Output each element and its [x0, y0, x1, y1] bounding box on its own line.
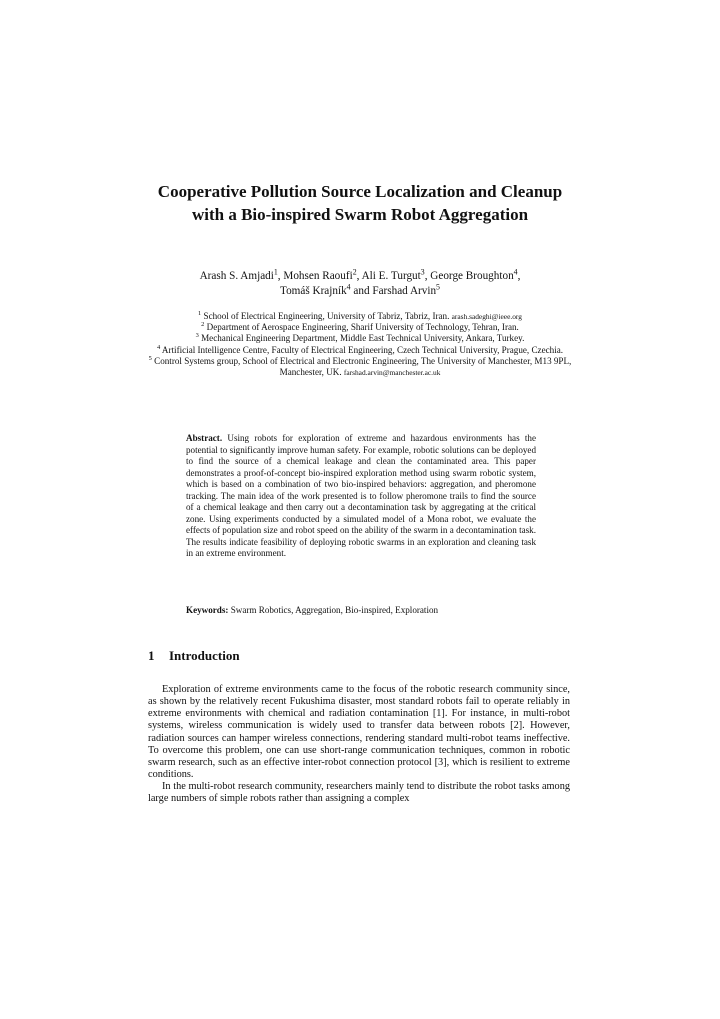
author-mark: 1	[273, 267, 278, 277]
author-separator: and	[350, 285, 373, 297]
author-mark: 5	[436, 282, 440, 292]
section-heading	[148, 648, 240, 664]
section-number: 1	[148, 648, 155, 663]
affiliation-text: Department of Aerospace Engineering, Sharif University of Technology, Tehran, Iran.	[204, 322, 519, 333]
author-separator: ,	[424, 270, 431, 282]
title-line-2: with a Bio-inspired Swarm Robot Aggregation	[191, 205, 529, 224]
affiliation-mark: 2	[201, 321, 205, 329]
affiliation-text: Mechanical Engineering Department, Middle East Technical University, Ankara, Turkey.	[198, 333, 525, 344]
section-body	[148, 684, 570, 806]
author-mark: 3	[420, 267, 425, 277]
affiliation-5	[140, 356, 580, 378]
author: Ali E. Turgut	[361, 270, 421, 282]
author: Tomáš Krajník	[280, 285, 347, 297]
affiliation-mark: 3	[195, 332, 199, 340]
affiliation-email: arash.sadeghi@ieee.org	[451, 312, 522, 321]
section-title: Introduction	[169, 648, 240, 663]
keywords-label: Keywords:	[186, 605, 229, 615]
author-mark: 4	[346, 282, 351, 292]
author: George Broughton	[430, 270, 514, 282]
affiliation-list	[140, 311, 580, 378]
keywords	[186, 605, 536, 617]
author: Mohsen Raoufi	[283, 270, 353, 282]
author-mark: 4	[513, 267, 518, 277]
title-line-1: Cooperative Pollution Source Localization and Cleanup	[157, 182, 563, 201]
affiliation-text: Artificial Intelligence Centre, Faculty of Electrical Engineering, Czech Technical University, Prague, Czechia.	[160, 344, 564, 355]
author-separator: ,	[517, 270, 521, 282]
affiliation-mark: 5	[148, 354, 152, 362]
affiliation-text: School of Electrical Engineering, University of Tabriz, Tabriz, Iran.	[201, 311, 452, 321]
affiliation-1	[140, 311, 580, 322]
author-mark: 2	[352, 267, 357, 277]
affiliation-text: Control Systems group, School of Electrical and Electronic Engineering, The University of Manchester, M13 9PL, Manchester, UK.	[151, 355, 572, 378]
author: Arash S. Amjadi	[199, 270, 274, 282]
affiliation-2	[140, 322, 580, 333]
affiliation-4	[140, 345, 580, 356]
body-paragraph-1: Exploration of extreme environments came to the focus of the robotic research community since, as shown by the relatively recent Fukushima disaster, most standard robots fail to operate reliably in extreme environments with chemical and radiation contamination [1]. For instance, in multi-robot systems, wireless communication is widely used to transfer data between robots [2]. However, radiation sources can hamper wireless connections, rendering standard multi-robot teams ineffective. To overcome this problem, one can use short-range communication techniques, common in robotic swarm research, such as an effective inter-robot connection protocol [3], which is resilient to extreme conditions.	[148, 684, 570, 781]
affiliation-3	[140, 333, 580, 344]
abstract-text: Using robots for exploration of extreme and hazardous environments has the potential to significantly improve human safety. For example, robotic solutions can be deployed to find the source of a chemical leakage and clean the contaminated area. This paper demonstrates a proof-of-concept bio-inspired exploration method using swarm robotic system, which is based on a combination of two bio-inspired behaviors: aggregation, and pheromone tracking. The main idea of the work presented is to follow pheromone trails to find the source of a chemical leakage and then carry out a decontamination task by aggregating at the critical zone. Using experiments conducted by a simulated model of a Mona robot, we evaluate the effects of population size and robot speed on the ability of the swarm in a decontamination task. The results indicate feasibility of deploying robotic swarms in an exploration and cleaning task in an extreme environment.	[186, 433, 536, 559]
keywords-text: Swarm Robotics, Aggregation, Bio-inspired, Exploration	[228, 605, 439, 615]
affiliation-mark: 4	[156, 343, 161, 351]
body-paragraph-2: In the multi-robot research community, researchers mainly tend to distribute the robot tasks among large numbers of simple robots rather than assigning a complex	[148, 781, 570, 805]
abstract-label: Abstract.	[186, 433, 223, 443]
author-separator: ,	[356, 270, 362, 282]
author-list	[140, 269, 580, 299]
author: Farshad Arvin	[372, 285, 437, 297]
author-separator: ,	[277, 270, 284, 282]
affiliation-mark: 1	[198, 309, 202, 317]
abstract	[186, 433, 536, 560]
affiliation-email: farshad.arvin@manchester.ac.uk	[343, 368, 441, 378]
paper-title	[100, 180, 620, 226]
